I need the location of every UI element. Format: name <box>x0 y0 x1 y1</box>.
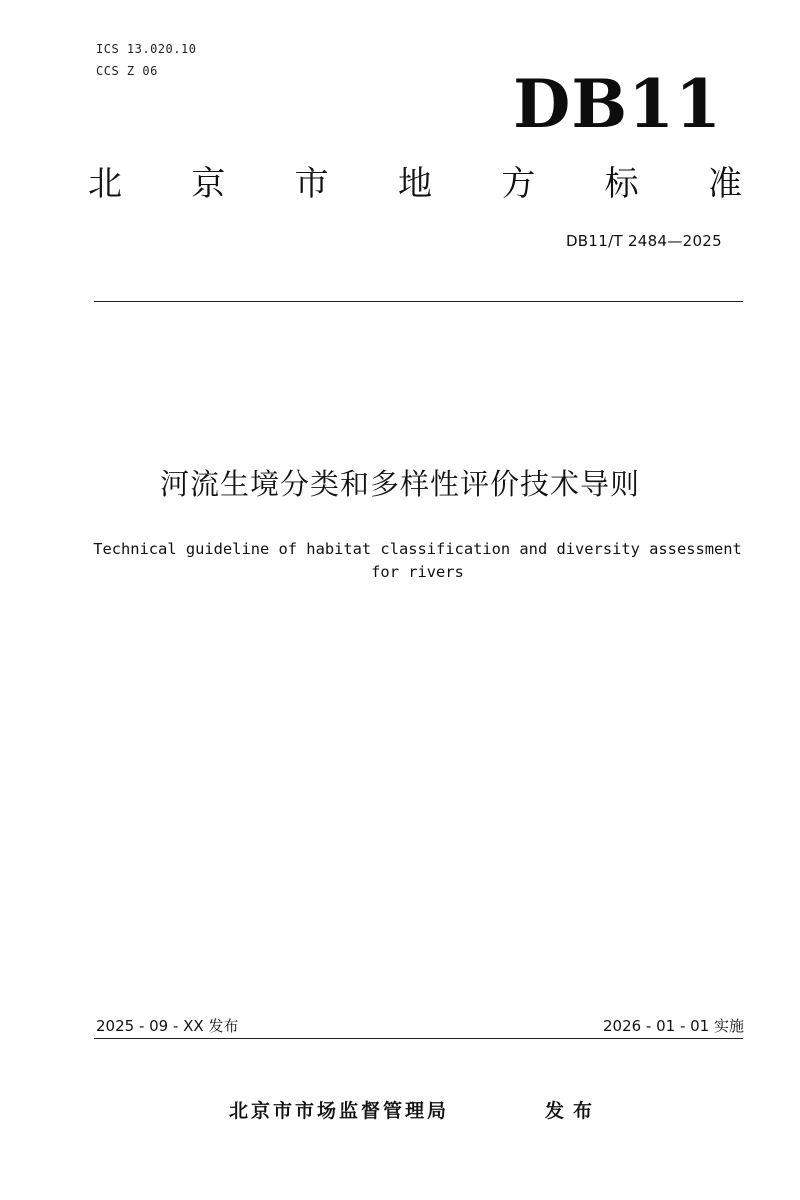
standard-type-heading <box>88 162 742 206</box>
standard-type-char: 准 <box>707 164 742 204</box>
title-english-line-1: Technical guideline of habitat classification and diversity assessment <box>93 540 742 558</box>
publisher-name: 北京市市场监督管理局 <box>229 1100 450 1122</box>
publisher-action: 发布 <box>545 1100 602 1122</box>
standard-type-char: 方 <box>501 164 536 204</box>
standard-type-char: 地 <box>397 164 432 204</box>
ccs-code: CCS Z 06 <box>96 64 158 78</box>
standard-type-char: 京 <box>191 164 226 204</box>
ics-code: ICS 13.020.10 <box>96 42 197 56</box>
implementation-date: 2026 - 01 - 01 实施 <box>602 1017 744 1035</box>
bottom-divider <box>94 1038 743 1039</box>
issue-date: 2025 - 09 - XX 发布 <box>96 1017 239 1035</box>
title-chinese: 河流生境分类和多样性评价技术导则 <box>159 467 640 501</box>
db11-logo: DB11 <box>513 65 722 143</box>
standard-number: DB11/T 2484—2025 <box>565 232 722 250</box>
standard-type-char: 标 <box>604 164 639 204</box>
standard-type-char: 市 <box>294 164 329 204</box>
title-english-line-2: for rivers <box>371 563 464 581</box>
top-divider <box>94 301 743 302</box>
standard-type-char: 北 <box>88 164 122 204</box>
title-english <box>80 538 755 584</box>
